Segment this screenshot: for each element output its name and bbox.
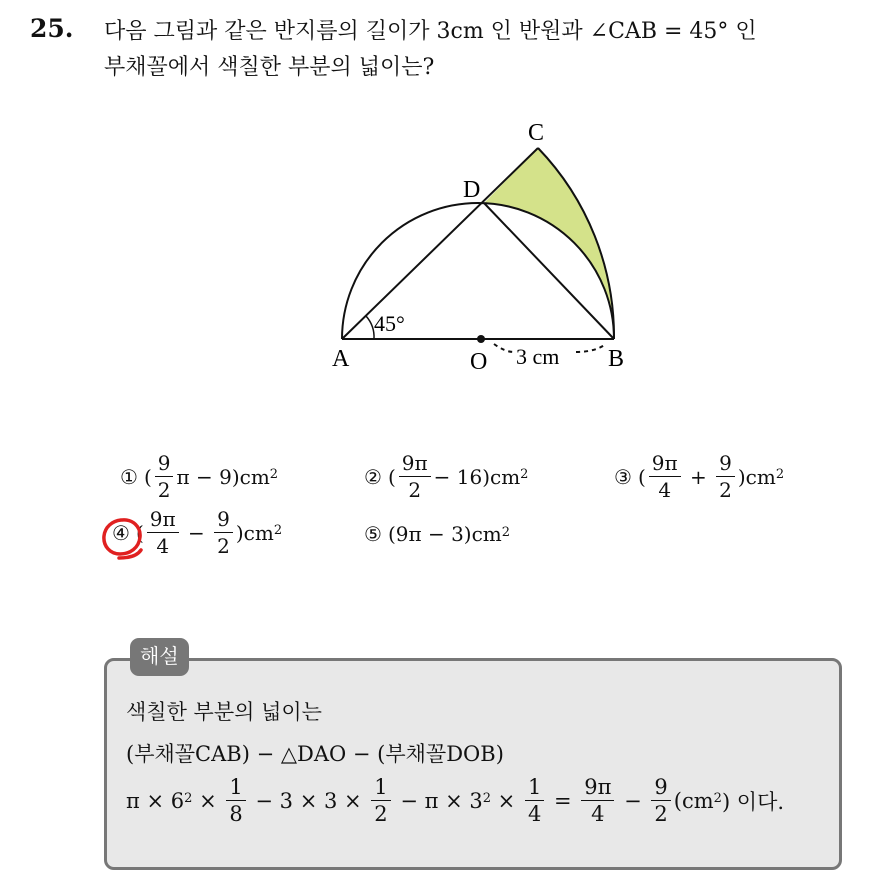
sol-part-9: ) 이다. <box>721 789 785 814</box>
choice-1[interactable] <box>120 452 278 501</box>
choice-4-rest: )cm <box>235 520 274 545</box>
answer-circle-mark <box>99 514 145 560</box>
choice-1-mark: ① <box>120 464 138 489</box>
choice-3-fraction-2 <box>716 452 735 501</box>
choice-3-num-2: 9 <box>716 452 735 477</box>
solution-line-3 <box>126 776 784 825</box>
choice-3-open: ( <box>637 464 646 489</box>
choice-4-num-1: 9π <box>147 508 179 533</box>
angle-label: 45° <box>374 311 405 336</box>
sol-frac-2-num: 1 <box>371 776 390 801</box>
sol-frac-4-den: 4 <box>591 802 605 826</box>
choice-4-fraction-1 <box>147 508 179 557</box>
solution-label: 해설 <box>130 638 189 676</box>
choice-5[interactable] <box>364 522 510 546</box>
sol-part-7: − <box>617 788 649 813</box>
choice-3-mid: + <box>683 464 714 489</box>
sol-part-1: π × 6 <box>126 788 185 813</box>
choice-3-sup: 2 <box>775 467 785 482</box>
choice-5-sup: 2 <box>501 524 511 540</box>
choice-1-den: 2 <box>157 478 171 502</box>
choice-2-open: ( <box>387 464 396 489</box>
sol-frac-1-den: 8 <box>229 802 243 826</box>
choice-1-num: 9 <box>155 452 174 477</box>
question-text <box>104 14 874 86</box>
sol-part-6: = <box>547 788 579 813</box>
sol-part-4: − π × 3 <box>393 788 483 813</box>
choice-5-mark: ⑤ <box>364 522 382 546</box>
radius-dash-left <box>494 344 514 352</box>
sol-exp-3: 2 <box>713 791 722 806</box>
choice-4-num-2: 9 <box>214 508 233 533</box>
sol-frac-2 <box>371 776 390 825</box>
sol-frac-5 <box>651 776 670 825</box>
choice-3-rest: )cm <box>737 464 776 489</box>
question-number: 25. <box>30 14 74 43</box>
sol-frac-4-num: 9π <box>581 776 614 801</box>
choice-2-mark: ② <box>364 464 382 489</box>
choice-2-sup: 2 <box>520 467 529 482</box>
choice-1-open: ( <box>143 464 152 489</box>
sol-frac-3 <box>525 776 544 825</box>
sol-part-2: × <box>192 788 224 813</box>
label-c: C <box>528 120 545 146</box>
sol-frac-3-num: 1 <box>525 776 544 801</box>
choice-5-text: (9π − 3)cm <box>387 522 502 546</box>
choice-2[interactable] <box>364 452 528 501</box>
solution-line-1: 색칠한 부분의 넓이는 <box>126 700 322 724</box>
sol-exp-1: 2 <box>184 791 193 806</box>
question-line-2: 부채꼴에서 색칠한 부분의 넓이는? <box>104 55 435 80</box>
sol-frac-1 <box>226 776 245 825</box>
center-point-o <box>477 335 485 343</box>
line-ac <box>342 148 538 339</box>
shaded-region <box>484 148 614 339</box>
sol-part-3: − 3 × 3 × <box>248 788 369 813</box>
choice-2-den: 2 <box>408 478 422 502</box>
choice-3-den-2: 2 <box>719 478 732 502</box>
choice-4-fraction-2 <box>214 508 233 557</box>
choice-1-sup: 2 <box>269 467 279 482</box>
sol-exp-2: 2 <box>482 791 491 806</box>
choice-1-rest: π − 9)cm <box>176 464 270 489</box>
sol-part-5: × <box>491 788 522 813</box>
choice-2-rest: − 16)cm <box>433 464 521 489</box>
radius-dash-right <box>576 344 606 352</box>
choice-2-num: 9π <box>399 452 431 477</box>
choice-1-fraction <box>155 452 174 501</box>
label-d: D <box>463 177 481 203</box>
choice-4-den-1: 4 <box>156 534 170 558</box>
choice-4-sup: 2 <box>273 523 283 538</box>
choice-4-den-2: 2 <box>217 534 230 558</box>
sol-frac-3-den: 4 <box>527 802 542 826</box>
geometry-figure <box>320 110 640 380</box>
label-a: A <box>332 346 350 372</box>
sol-frac-2-den: 2 <box>374 802 388 826</box>
sol-frac-4 <box>581 776 614 825</box>
choice-4-mid: − <box>181 520 212 545</box>
sol-frac-5-den: 2 <box>654 802 668 826</box>
choice-3[interactable] <box>614 452 784 501</box>
choice-4-open: ( <box>135 520 144 545</box>
choice-3-fraction-1 <box>649 452 681 501</box>
choice-3-den-1: 4 <box>658 478 672 502</box>
radius-label: 3 cm <box>516 344 560 369</box>
choice-3-num-1: 9π <box>649 452 681 477</box>
solution-line-2: (부채꼴CAB) − △DAO − (부채꼴DOB) <box>126 742 504 766</box>
sol-frac-5-num: 9 <box>651 776 670 801</box>
sol-part-8: (cm <box>673 788 714 813</box>
sol-frac-1-num: 1 <box>226 776 245 801</box>
label-b: B <box>608 346 625 372</box>
choice-3-mark: ③ <box>614 464 632 489</box>
label-o: O <box>470 349 488 375</box>
angle-arc <box>366 316 374 339</box>
choice-2-fraction <box>399 452 431 501</box>
question-line-1: 다음 그림과 같은 반지름의 길이가 3cm 인 반원과 ∠CAB = 45° 인 <box>104 19 757 44</box>
choice-4-mark: ④ <box>112 520 130 545</box>
